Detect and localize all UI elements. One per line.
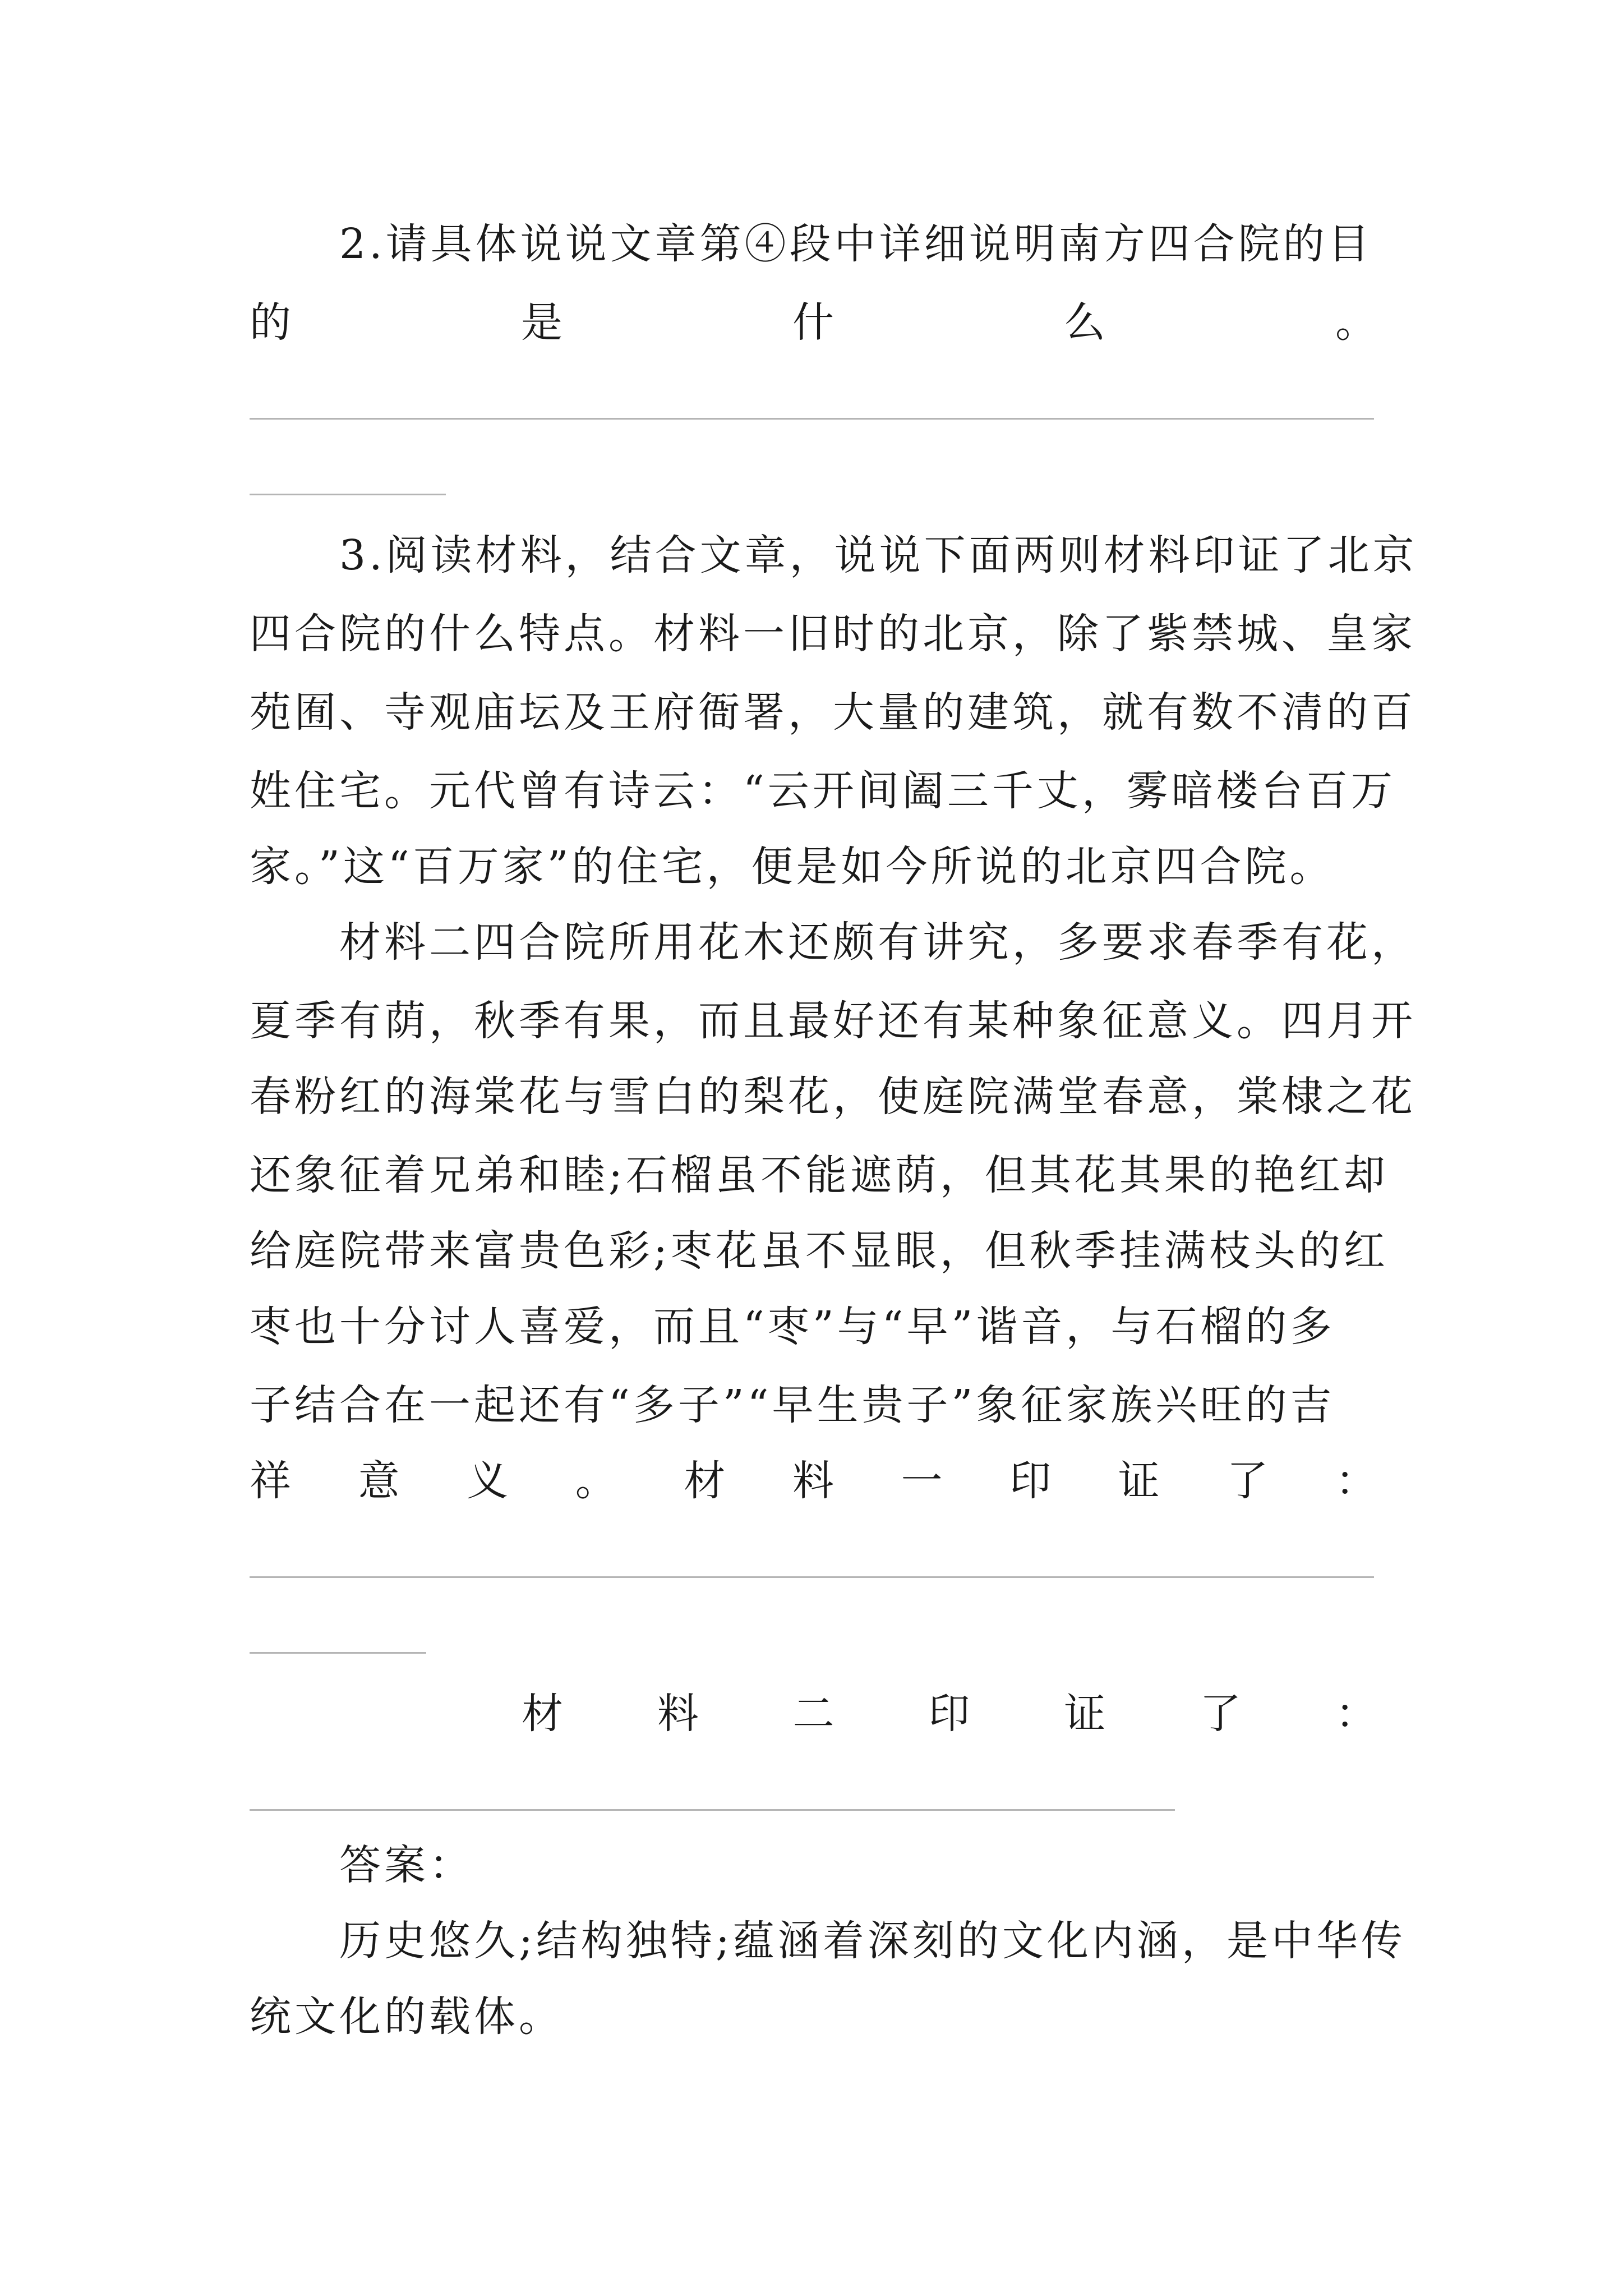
answer-blank-line — [250, 1652, 426, 1654]
q2-char: 是 — [521, 298, 562, 347]
answer-line: 统文化的载体。 — [250, 1993, 564, 2041]
prompt-char: 一 — [901, 1457, 943, 1505]
prompt-char: 二 — [792, 1690, 834, 1738]
prompt-char: 材 — [522, 1690, 563, 1738]
prompt-char: 祥 — [250, 1457, 291, 1505]
prompt-char: 料 — [657, 1690, 699, 1738]
answer-label: 答案： — [339, 1841, 474, 1889]
material-2-line: 枣也十分讨人喜爱，而且“枣”与“早”谐音，与石榴的多 — [250, 1303, 1335, 1351]
answer-blank-line — [250, 1809, 1175, 1811]
prompt-char: 料 — [792, 1457, 834, 1505]
prompt-char: 。 — [575, 1457, 617, 1505]
material-2-line: 子结合在一起还有“多子”“早生贵子”象征家族兴旺的吉 — [250, 1381, 1335, 1429]
answer-blank-line — [250, 494, 446, 495]
prompt-char: 证 — [1064, 1690, 1106, 1738]
question-3-line: 苑囿、寺观庙坛及王府衙署，大量的建筑，就有数不清的百 — [250, 688, 1416, 737]
prompt-char: ： — [1335, 1457, 1377, 1505]
question-3-line: 3.阅读材料，结合文章，说说下面两则材料印证了北京 — [339, 531, 1418, 579]
question-3-line: 四合院的什么特点。材料一旧时的北京，除了紫禁城、皇家 — [250, 610, 1416, 658]
material-2-line: 春粉红的海棠花与雪白的梨花，使庭院满堂春意，棠棣之花 — [250, 1073, 1416, 1121]
prompt-char: 证 — [1118, 1457, 1160, 1505]
answer-blank-line — [250, 1576, 1374, 1578]
answer-line: 历史悠久;结构独特;蕴涵着深刻的文化内涵，是中华传 — [339, 1917, 1406, 1965]
question-3-line: 家。”这“百万家”的住宅，便是如今所说的北京四合院。 — [250, 843, 1335, 891]
material-2-line: 给庭院带来富贵色彩;枣花虽不显眼，但秋季挂满枝头的红 — [250, 1227, 1389, 1275]
prompt-char: 印 — [1009, 1457, 1052, 1505]
prompt-char: ： — [1335, 1690, 1377, 1738]
q2-char: 么 — [1064, 298, 1105, 347]
q2-char: 。 — [1335, 298, 1377, 347]
answer-blank-line — [250, 418, 1374, 420]
prompt-char: 材 — [684, 1457, 726, 1505]
question-2-line-2 — [250, 295, 1377, 351]
material-2-prompt-line — [522, 1686, 1377, 1742]
prompt-char: 义 — [467, 1457, 509, 1505]
prompt-char: 印 — [928, 1690, 970, 1738]
material-2-line: 材料二四合院所用花木还颇有讲究，多要求春季有花， — [339, 918, 1416, 967]
q2-char: 什 — [792, 298, 834, 347]
material-2-line: 夏季有荫，秋季有果，而且最好还有某种象征意义。四月开 — [250, 997, 1416, 1045]
prompt-char: 了 — [1200, 1690, 1242, 1738]
question-3-line: 姓住宅。元代曾有诗云：“云开间阖三千丈，雾暗楼台百万 — [250, 767, 1396, 815]
material-1-prompt-line — [250, 1453, 1377, 1509]
q2-char: 的 — [250, 298, 291, 347]
question-2-line-1: 2.请具体说说文章第④段中详细说明南方四合院的目 — [339, 220, 1373, 268]
prompt-char: 意 — [358, 1457, 400, 1505]
prompt-char: 了 — [1227, 1457, 1269, 1505]
material-2-line: 还象征着兄弟和睦;石榴虽不能遮荫，但其花其果的艳红却 — [250, 1151, 1389, 1199]
